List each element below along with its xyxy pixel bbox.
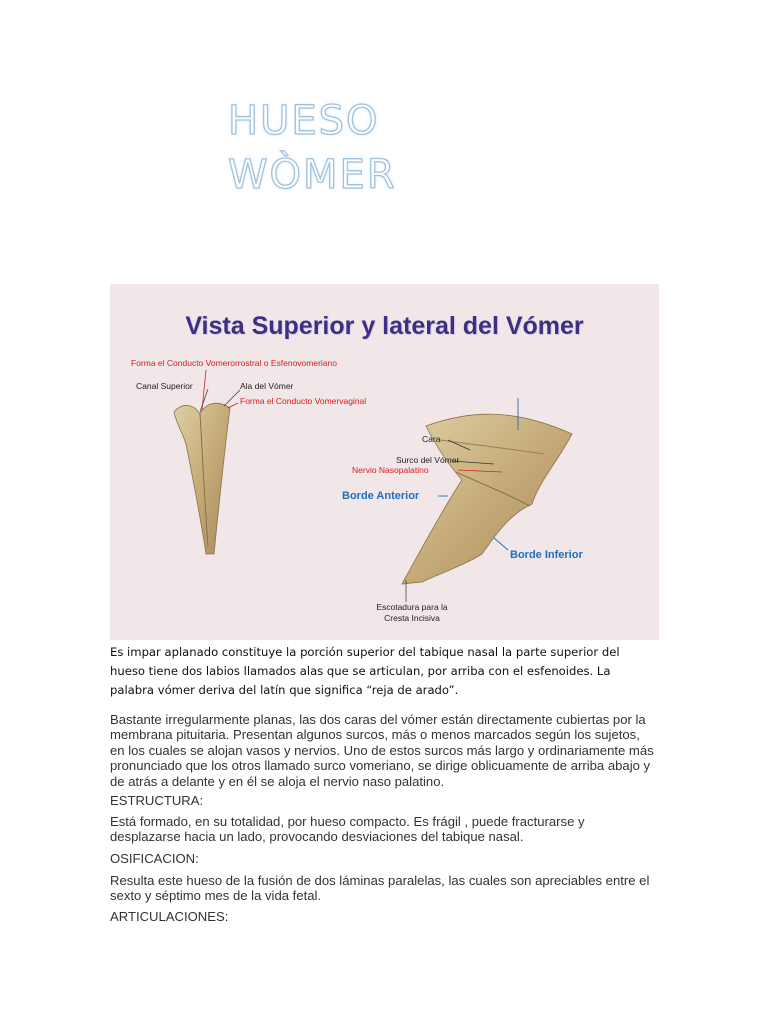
label-conducto-vomerorrostral: Forma el Conducto Vomerorrostral o Esfenovomeriano [131, 358, 337, 368]
title-line-2: WÒMER [228, 152, 397, 198]
label-borde-inferior: Borde Inferior [510, 549, 583, 561]
label-surco-vomer: Surco del Vómer [396, 455, 460, 465]
label-canal-superior: Canal Superior [136, 381, 193, 391]
arrow-borde-inferior [494, 538, 508, 550]
estructura-heading: ESTRUCTURA: [110, 793, 204, 808]
label-escotadura-line-1: Escotadura para la [376, 602, 448, 612]
osificacion-heading: OSIFICACION: [110, 851, 199, 866]
osificacion-paragraph: Resulta este hueso de la fusión de dos láminas paralelas, las cuales son apreciables entre el sexto y séptimo mes de la vida fetal. [110, 873, 650, 904]
articulaciones-heading: ARTICULACIONES: [110, 909, 229, 924]
intro-paragraph: Es impar aplanado constituye la porción superior del tabique nasal la parte superior del hueso tiene dos labios llamados alas que se articulan, por arriba con el esfenoides. La palabra vómer deriva del latín que significa “reja de arado”. [110, 645, 620, 697]
label-escotadura [362, 602, 462, 624]
label-nervio-nasopalatino: Nervio Nasopalatino [352, 465, 429, 475]
label-conducto-vomervaginal: Forma el Conducto Vomervaginal [240, 396, 367, 406]
figure-heading: Vista Superior y lateral del Vómer [185, 312, 584, 340]
label-borde-anterior: Borde Anterior [342, 490, 420, 502]
label-cara: Cara [422, 434, 441, 444]
vomer-superior-bone [174, 403, 230, 554]
vomer-figure [110, 284, 659, 640]
estructura-paragraph: Está formado, en su totalidad, por hueso compacto. Es frágil , puede fracturarse y desplazarse hacia un lado, provocando desviaciones del tabique nasal. [110, 814, 585, 845]
label-ala-vomer: Ala del Vómer [240, 381, 294, 391]
description-paragraph: Bastante irregularmente planas, las dos caras del vómer están directamente cubiertas por la membrana pituitaria. Presentan algunos surcos, más o menos marcados según los sujetos, en los cuales se alojan vasos y nervios. Uno de estos surcos más largo y ordinariamente más pronunciado que los otros llamado surco vomeriano, se dirige oblicuamente de arriba abajo y de atrás a delante y en él se aloja el nervio naso palatino. [110, 712, 654, 789]
figure-illustration [110, 284, 659, 640]
leader-conducto-vomervaginal [228, 403, 238, 408]
label-escotadura-line-2: Cresta Incisiva [384, 613, 440, 623]
document-title [228, 94, 397, 202]
title-line-1: HUESO [228, 98, 380, 144]
